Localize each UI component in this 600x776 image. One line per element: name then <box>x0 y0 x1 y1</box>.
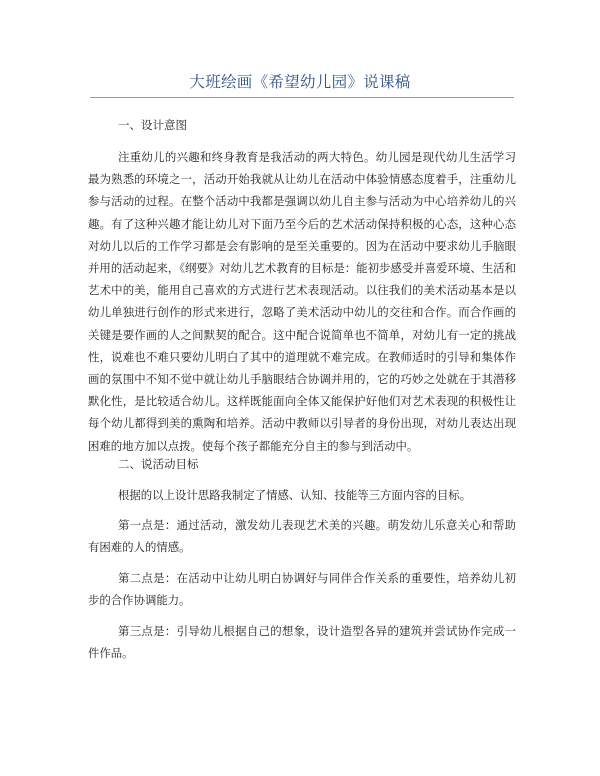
title-underline <box>90 97 514 98</box>
paragraph-goal-three: 第三点是：引导幼儿根据自己的想象，设计造型各异的建筑并尝试协作完成一件作品。 <box>88 624 516 661</box>
section-heading-activity-goals: 二、说活动目标 <box>118 457 199 471</box>
paragraph-goal-one: 第一点是：通过活动，激发幼儿表现艺术美的兴趣。萌发幼儿乐意关心和帮助有困难的人的情感。 <box>88 518 516 555</box>
document-title: 大班绘画《希望幼儿园》说课稿 <box>189 73 411 91</box>
paragraph-goals-intro: 根据的以上设计思路我制定了情感、认知、技能等三方面内容的目标。 <box>118 488 472 502</box>
paragraph-design-intent: 注重幼儿的兴趣和终身教育是我活动的两大特色。幼儿园是现代幼儿生活学习最为熟悉的环境之一，活动开始我就从让幼儿在活动中体验情感态度着手，注重幼儿参与活动的过程。在整个活动中我都是强调以幼儿自主参与活动为中心培养幼儿的兴趣。有了这种兴趣才能让幼儿对下面乃至今后的艺术活动保持积极的心态，这种心态对幼儿以后的工作学习都是会有影响的是至关重要的。因为在活动中要求幼儿手脑眼并用的活动起来，《纲要》对幼儿艺术教育的目标是：能初步感受并喜爱环境、生活和艺术中的美，能用自己喜欢的方式进行艺术表现活动。以往我们的美术活动基本是以幼儿单独进行创作的形式来进行，忽略了美术活动中幼儿的交往和合作。而合作画的关键是要作画的人之间默契的配合。这中配合说简单也不简单，对幼儿有一定的挑战性，说难也不难只要幼儿明白了其中的道理就不难完成。在教师适时的引导和集体作画的氛围中不知不觉中就让幼儿手脑眼结合协调并用的，它的巧妙之处就在于其潜移默化性，是比较适合幼儿。这样既能面向全体又能保护好他们对艺术表现的积极性让每个幼儿都得到美的熏陶和培养。活动中教师以引导者的身份出现，对幼儿表达出现困难的地方加以点拨。使每个孩子都能充分自主的参与到活动中。 <box>88 150 516 453</box>
paragraph-goal-two: 第二点是：在活动中让幼儿明白协调好与同伴合作关系的重要性，培养幼儿初步的合作协调能力。 <box>88 571 516 608</box>
section-heading-design-intent: 一、设计意图 <box>118 118 187 132</box>
